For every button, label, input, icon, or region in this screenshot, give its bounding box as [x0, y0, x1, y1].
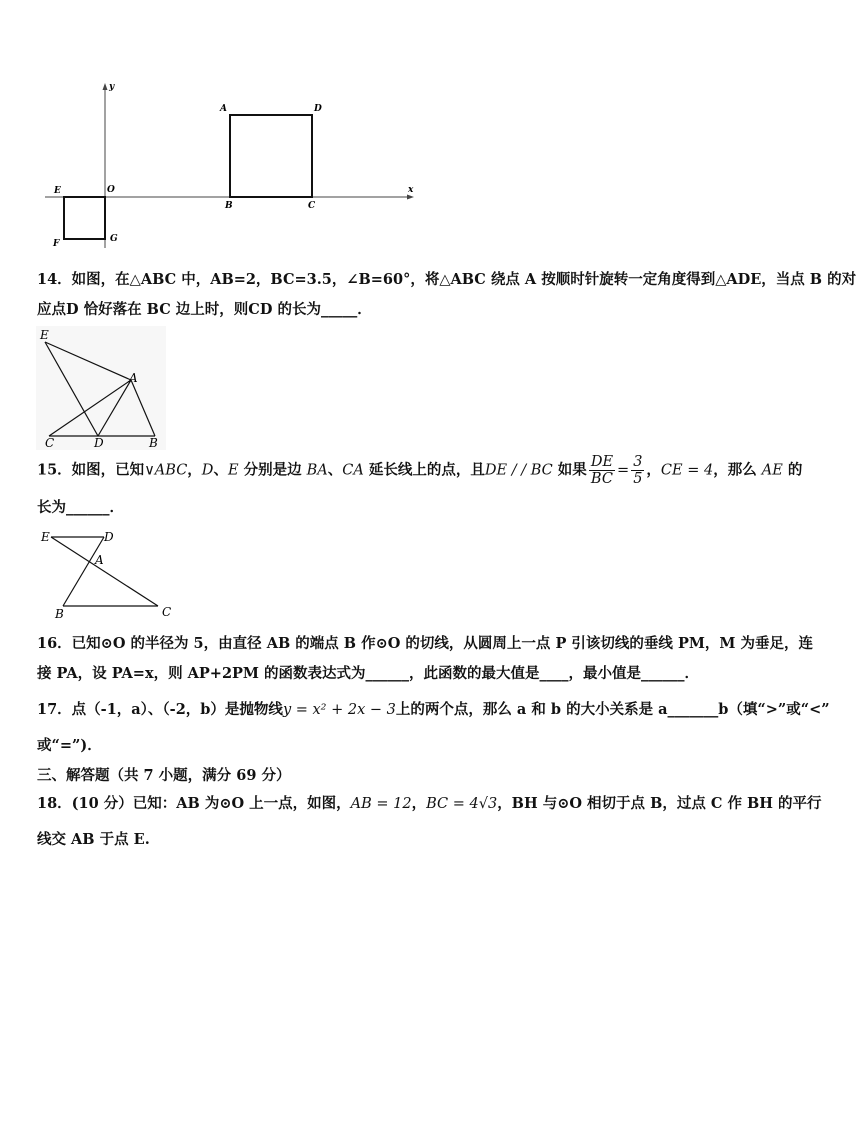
question-17-line-1 — [37, 694, 830, 726]
question-15-line-1 — [37, 454, 803, 487]
x-axis-arrow — [407, 195, 414, 200]
label-e: E — [54, 186, 61, 196]
q17-formula: y = x² + 2x − 3 — [282, 702, 396, 718]
label-b: B — [55, 607, 64, 621]
q18-bc: BC = 4√3 — [426, 796, 498, 812]
label-e: E — [40, 328, 49, 342]
label-a: A — [129, 371, 138, 385]
q15-fraction-3-5 — [631, 454, 644, 487]
q18-text-b: ，BH 与⊙O 相切于点 B，过点 C 作 BH 的平行 — [497, 795, 822, 812]
label-o: O — [107, 185, 115, 195]
q15-point-e: E — [227, 462, 239, 479]
question-17-line-2: 或“=”)． — [37, 737, 102, 754]
question-15-line-2: 长为______． — [37, 499, 124, 516]
label-c: C — [308, 201, 316, 211]
q15-fraction-de-bc — [589, 454, 615, 487]
question-14-figure — [36, 326, 166, 450]
q15-suffix: 的 — [782, 461, 803, 479]
q18-sep: ， — [411, 795, 427, 812]
q15-sep-2: 、 — [327, 461, 343, 479]
label-e: E — [41, 530, 50, 544]
question-16-line-1: 16．已知⊙O 的半径为 5，由直径 AB 的端点 B 作⊙O 的切线，从圆周上一点 P 引该切线的垂线 PM，M 为垂足，连 — [37, 635, 814, 652]
q15-ce: CE = 4 — [660, 462, 714, 479]
q15-comma-2: ， — [646, 461, 661, 479]
q15-parallel: DE / / BC — [484, 462, 553, 479]
label-c: C — [162, 605, 172, 619]
frac-denominator: 5 — [633, 471, 643, 487]
question-14-line-1: 14．如图，在△ABC 中，AB=2，BC=3.5，∠B=60°，将△ABC 绕点 A 按顺时针旋转一定角度得到△ADE，当点 B 的对 — [37, 271, 856, 288]
label-a: A — [95, 553, 104, 567]
label-x: x — [408, 185, 414, 195]
label-b: B — [225, 201, 233, 211]
q15-triangle: ∨ABC — [144, 462, 188, 479]
label-b: B — [149, 436, 158, 450]
section-3-heading: 三、解答题（共 7 小题，满分 69 分） — [37, 767, 291, 784]
q17-text-b: 上的两个点，那么 a 和 b 的大小关系是 a_______b（填“>”或“<” — [395, 701, 830, 718]
label-f: F — [53, 239, 60, 249]
label-d: D — [104, 530, 114, 544]
q15-point-d: D — [201, 462, 214, 479]
frac-numerator: 3 — [633, 454, 643, 470]
q15-comma: ， — [187, 461, 202, 479]
label-a: A — [220, 104, 227, 114]
question-18-line-1 — [37, 788, 822, 820]
square-abcd — [230, 115, 312, 197]
q15-sep: 、 — [213, 461, 228, 479]
label-g: G — [110, 234, 118, 244]
label-d: D — [314, 104, 322, 114]
q15-equals: = — [617, 462, 630, 479]
frac-numerator: DE — [590, 454, 614, 470]
q15-ba: BA — [306, 462, 328, 479]
square-efgo — [64, 197, 105, 239]
question-14-line-2: 应点D 恰好落在 BC 边上时，则CD 的长为_____． — [37, 301, 372, 318]
label-d: D — [94, 436, 104, 450]
q15-text-d: ，那么 — [713, 461, 762, 479]
q18-text-a: 18．(10 分）已知：AB 为⊙O 上一点，如图， — [37, 795, 351, 812]
q17-text-a: 17．点（-1，a）、（-2，b）是抛物线 — [37, 701, 283, 718]
question-18-line-2: 线交 AB 于点 E. — [37, 831, 150, 848]
q15-ca: CA — [342, 462, 364, 479]
q15-text-a: 分别是边 — [238, 461, 307, 479]
coordinate-figure — [40, 80, 420, 255]
q15-text-c: 如果 — [552, 461, 587, 479]
y-axis-arrow — [103, 83, 108, 90]
q18-ab: AB = 12 — [350, 796, 412, 812]
q15-text-b: 延长线上的点，且 — [363, 461, 485, 479]
question-15-figure — [38, 527, 178, 623]
q15-ae: AE — [761, 462, 783, 479]
q15-prefix: 15．如图，已知 — [37, 461, 145, 479]
label-y: y — [109, 82, 115, 92]
frac-denominator: BC — [590, 471, 613, 487]
label-c: C — [45, 436, 55, 450]
question-16-line-2: 接 PA，设 PA=x，则 AP+2PM 的函数表达式为______，此函数的最大值是____，最小值是______． — [37, 665, 700, 682]
